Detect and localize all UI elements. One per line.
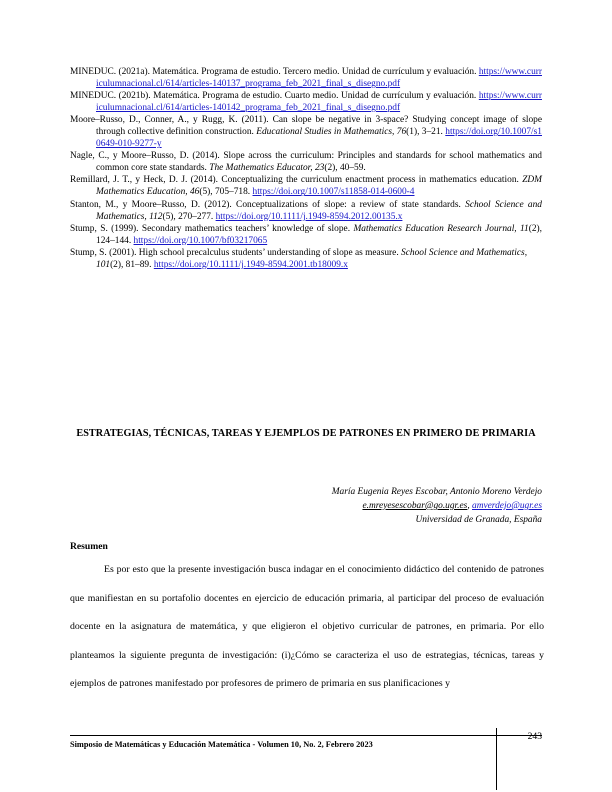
reference-source-title: Mathematics Education Research Journal, 11	[353, 223, 529, 234]
reference-source-title: Educational Studies in Mathematics, 76	[256, 127, 407, 138]
email-separator: ,	[467, 500, 473, 511]
reference-text: (5), 270–277.	[162, 211, 216, 222]
reference-text: (2), 124–144.	[96, 223, 542, 246]
reference-text: Stump, S. (1999). Secondary mathematics teachers’ knowledge of slope.	[70, 223, 354, 234]
reference-source-title: School Science and Mathematics, 101	[96, 247, 528, 270]
author-emails	[70, 500, 542, 514]
abstract-heading: Resumen	[70, 541, 108, 552]
references-list	[70, 66, 542, 271]
author-affiliation: Universidad de Granada, España	[415, 514, 542, 525]
reference-entry	[70, 174, 542, 198]
reference-entry	[70, 223, 542, 247]
reference-text: Moore–Russo, D., Conner, A., y Rugg, K. (2011). Can slope be negative in 3-space? Studying concept image of slope through collective definition construction.	[70, 115, 542, 138]
reference-link[interactable]: https://doi.org/10.1007/s10649-010-9277-y	[96, 127, 542, 150]
reference-link[interactable]: https://doi.org/10.1007/bf03217065	[133, 235, 268, 246]
reference-entry	[70, 114, 542, 150]
reference-link[interactable]: https://doi.org/10.1007/s11858-014-0600-4	[252, 187, 415, 198]
email-primary[interactable]: e.mreyesescobar@go.ugr.es	[362, 500, 468, 511]
reference-text: Nagle, C., y Moore–Russo, D. (2014). Slope across the curriculum: Principles and standards for school mathematics and common core state standards.	[70, 151, 542, 174]
reference-entry	[70, 90, 542, 114]
reference-link[interactable]: https://www.curriculumnacional.cl/614/articles-140137_programa_feb_2021_final_s_disegno.pdf	[96, 67, 542, 90]
reference-entry	[70, 199, 542, 223]
reference-text: (2), 40–59.	[324, 163, 366, 174]
reference-text: (5), 705–718.	[199, 187, 253, 198]
abstract-body	[70, 556, 544, 699]
reference-source-title: ZDM Mathematics Education, 46	[96, 175, 542, 198]
abstract-text: Es por esto que la presente investigación busca indagar en el conocimiento didáctico del contenido de patrones que manifiestan en su portafolio docentes en ejercicio de educación primaria, al participar del proceso de evaluación docente en la asignatura de matemática, y que eligieron el objetivo curricular de patrones, en primaria. Por ello planteamos la siguiente pregunta de investigación: (i)¿Cómo se caracteriza el uso de estrategias, técnicas, tareas y ejemplos de patrones manifestado por profesores de primero de primaria en sus planificaciones y	[70, 564, 544, 690]
reference-link[interactable]: https://doi.org/10.1111/j.1949-8594.2012.00135.x	[215, 211, 403, 222]
article-title: ESTRATEGIAS, TÉCNICAS, TAREAS Y EJEMPLOS DE PATRONES EN PRIMERO DE PRIMARIA	[76, 428, 536, 439]
reference-entry	[70, 66, 542, 90]
author-names: María Eugenia Reyes Escobar, Antonio Moreno Verdejo	[331, 487, 542, 497]
email-secondary[interactable]: amverdejo@ugr.es	[472, 500, 542, 511]
reference-link[interactable]: https://www.curriculumnacional.cl/614/articles-140142_programa_feb_2021_final_s_disegno.pdf	[96, 91, 542, 114]
reference-text: Stump, S. (2001). High school precalculus students’ understanding of slope as measure.	[70, 247, 402, 258]
reference-text: (1), 3–21.	[406, 127, 446, 138]
reference-text: Stanton, M., y Moore–Russo, D. (2012). Conceptualizations of slope: a review of state standards.	[70, 199, 466, 210]
reference-text: MINEDUC. (2021a). Matemática. Programa de estudio. Tercero medio. Unidad de currículum y evaluación.	[70, 67, 479, 77]
footer-journal-line: Simposio de Matemáticas y Educación Matemática - Volumen 10, No. 2, Febrero 2023	[70, 740, 373, 749]
reference-entry	[70, 150, 542, 174]
reference-text: Remillard, J. T., y Heck, D. J. (2014). Conceptualizing the curriculum enactment process in mathematics education.	[70, 175, 523, 186]
reference-text: MINEDUC. (2021b). Matemática. Programa de estudio. Cuarto medio. Unidad de currículum y evaluación.	[70, 91, 479, 102]
author-block	[70, 486, 542, 528]
reference-source-title: School Science and Mathematics, 112	[96, 199, 542, 222]
reference-link[interactable]: https://doi.org/10.1111/j.1949-8594.2001.tb18009.x	[153, 259, 348, 270]
reference-text: (2), 81–89.	[110, 259, 154, 270]
reference-entry	[70, 247, 542, 271]
reference-source-title: The Mathematics Educator, 23	[209, 163, 325, 174]
page-number: 243	[527, 731, 542, 742]
